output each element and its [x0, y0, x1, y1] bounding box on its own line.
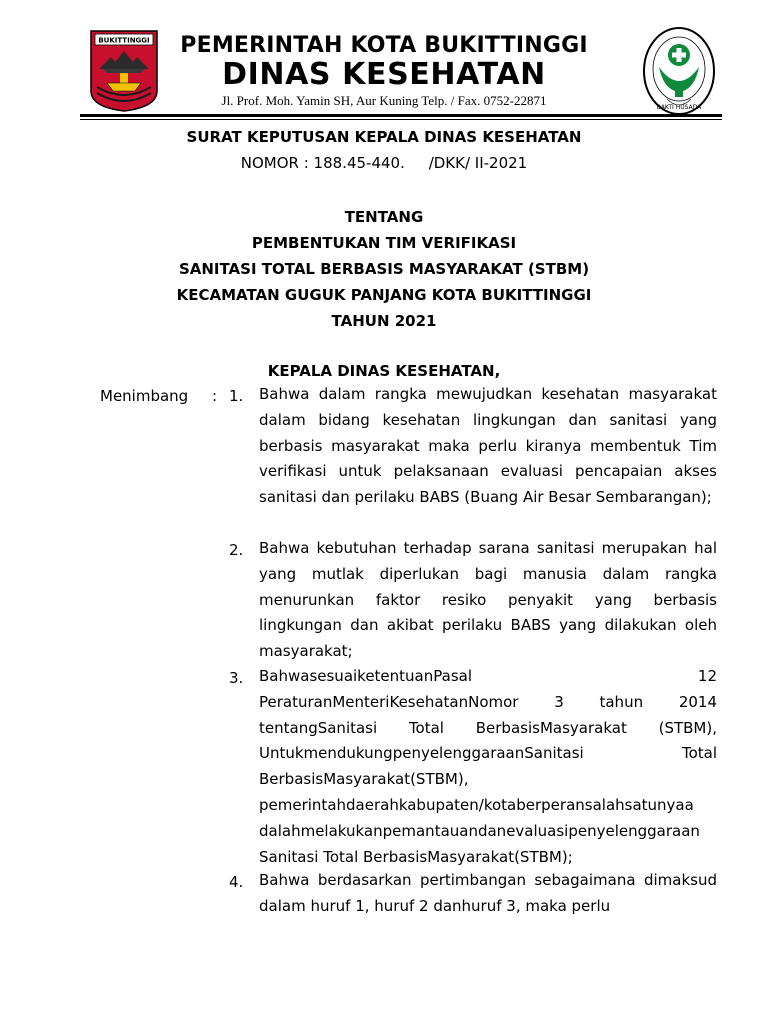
decree-subject-line: PEMBENTUKAN TIM VERIFIKASI: [251, 234, 517, 252]
letterhead-rule: [80, 114, 722, 117]
considering-colon: :: [212, 387, 218, 405]
agency-name: DINAS KESEHATAN: [222, 57, 546, 92]
decree-subject-line: SANITASI TOTAL BERBASIS MASYARAKAT (STBM): [178, 260, 590, 278]
item-number: 2.: [229, 541, 244, 559]
emblem-motto: BAKTI HUSADA: [656, 104, 702, 111]
considering-label: Menimbang: [100, 387, 189, 405]
letterhead-rule-thin: [80, 119, 722, 120]
item-text: Bahwa dalam rangka mewujudkan kesehatan masyarakat dalam bidang kesehatan lingkungan dan sanitasi yang berbasis masyarakat maka perlu kiranya membentuk Tim verifikasi untuk pelaksanaan evaluasi pencapaian akses sanitasi dan perilaku BABS (Buang Air Besar Sembarangan);: [259, 385, 717, 507]
agency-address: Jl. Prof. Moh. Yamin SH, Aur Kuning Telp. / Fax. 0752-22871: [221, 93, 547, 108]
item-number: 1.: [229, 387, 244, 405]
item-text: Bahwa berdasarkan pertimbangan sebagaimana dimaksud dalam huruf 1, huruf 2 danhuruf 3, maka perlu: [259, 871, 717, 915]
government-name: PEMERINTAH KOTA BUKITTINGGI: [180, 33, 588, 58]
decree-subject-line: KECAMATAN GUGUK PANJANG KOTA BUKITTINGGI: [176, 286, 592, 304]
decree-subject-line: TAHUN 2021: [331, 312, 437, 330]
item-number: 4.: [229, 873, 244, 891]
decree-about: TENTANG: [344, 208, 424, 226]
item-number: 3.: [229, 669, 244, 687]
issuing-official: KEPALA DINAS KESEHATAN,: [267, 362, 501, 380]
decree-title: SURAT KEPUTUSAN KEPALA DINAS KESEHATAN: [186, 128, 582, 146]
letterhead: [0, 0, 768, 125]
bakti-husada-emblem: [641, 25, 717, 117]
item-text: BahwasesuaiketentuanPasal 12 PeraturanMenteriKesehatanNomor 3 tahun 2014 tentangSanitasi Total BerbasisMasyarakat (STBM), UntukmendukungpenyelenggaraanSanitasi Total BerbasisMasyarakat(STBM), pemerintahdaerahkabupaten/kotaberperansalahsatunyaa dalahmelakukanpemantauandanevaluasipenyelenggaraan Sanitasi Total BerbasisMasyarakat(STBM);: [259, 667, 717, 866]
decree-number: NOMOR : 188.45-440. /DKK/ II-2021: [240, 154, 528, 172]
item-text: Bahwa kebutuhan terhadap sarana sanitasi merupakan hal yang mutlak diperlukan bagi manusia dalam rangka menurunkan faktor resiko penyakit yang berbasis lingkungan dan akibat perilaku BABS yang dilakukan oleh masyarakat;: [259, 539, 717, 661]
emblem-city-name: BUKITTINGGI: [98, 36, 150, 45]
